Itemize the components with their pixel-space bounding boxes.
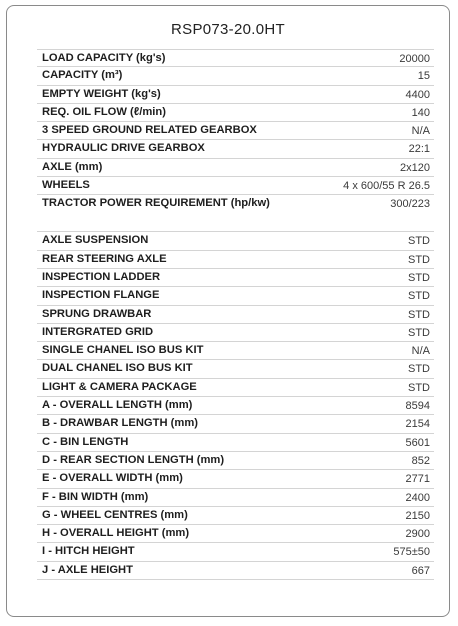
spec-label: D - REAR SECTION LENGTH (mm): [42, 453, 225, 466]
spec-row-dual-iso-bus: [37, 360, 434, 378]
spec-row-overall-length: [37, 397, 434, 415]
spec-value: 2900: [405, 528, 430, 541]
spec-card: [6, 5, 450, 617]
spec-value: 140: [411, 106, 430, 119]
spec-value: 2154: [405, 418, 430, 431]
spec-value: 575±50: [393, 546, 430, 559]
spec-row-inspection-ladder: [37, 269, 434, 287]
spec-value: 300/223: [390, 198, 430, 211]
spec-label: E - OVERALL WIDTH (mm): [42, 472, 183, 485]
spec-value: STD: [408, 253, 430, 266]
spec-value: STD: [408, 290, 430, 303]
spec-label: SINGLE CHANEL ISO BUS KIT: [42, 344, 204, 357]
product-title: RSP073-20.0HT: [171, 21, 285, 38]
spec-value: N/A: [411, 125, 430, 138]
spec-row-hitch-height: [37, 543, 434, 561]
spec-row-overall-width: [37, 470, 434, 488]
spec-row-axle-suspension: [37, 232, 434, 250]
spec-value: 2150: [405, 509, 430, 522]
spec-row-rear-section-length: [37, 452, 434, 470]
spec-row-bin-width: [37, 489, 434, 507]
spec-row-grid: [37, 324, 434, 342]
spec-value: 667: [411, 564, 430, 577]
spec-value: 2400: [405, 491, 430, 504]
spec-label: EMPTY WEIGHT (kg's): [42, 87, 161, 100]
spec-value: 15: [417, 70, 430, 83]
spec-value: STD: [408, 363, 430, 376]
spec-label: REQ. OIL FLOW (ℓ/min): [42, 105, 166, 118]
spec-label: H - OVERALL HEIGHT (mm): [42, 527, 190, 540]
spec-row-axle-height: [37, 562, 434, 580]
spec-label: SPRUNG DRAWBAR: [42, 307, 152, 320]
spec-row-axle: [37, 159, 434, 177]
spec-label: C - BIN LENGTH: [42, 435, 129, 448]
spec-label: TRACTOR POWER REQUIREMENT (hp/kw): [42, 197, 270, 210]
spec-label: G - WHEEL CENTRES (mm): [42, 508, 188, 521]
spec-label: I - HITCH HEIGHT: [42, 545, 135, 558]
spec-label: CAPACITY (m³): [42, 69, 123, 82]
spec-label: J - AXLE HEIGHT: [42, 563, 133, 576]
spec-value: 2771: [405, 473, 430, 486]
spec-value: 2x120: [400, 161, 430, 174]
spec-row-tractor-power: [37, 195, 434, 232]
spec-row-inspection-flange: [37, 287, 434, 305]
spec-label: WHEELS: [42, 179, 90, 192]
spec-label: INSPECTION FLANGE: [42, 289, 160, 302]
spec-row-empty-weight: [37, 86, 434, 104]
spec-value: STD: [408, 271, 430, 284]
spec-label: F - BIN WIDTH (mm): [42, 490, 149, 503]
spec-value: N/A: [411, 345, 430, 358]
spec-row-wheel-centres: [37, 507, 434, 525]
spec-label: INTERGRATED GRID: [42, 325, 154, 338]
spec-row-overall-height: [37, 525, 434, 543]
spec-value: STD: [408, 308, 430, 321]
spec-value: 4 x 600/55 R 26.5: [343, 180, 430, 193]
spec-value: 5601: [405, 436, 430, 449]
spec-label: DUAL CHANEL ISO BUS KIT: [42, 362, 193, 375]
spec-row-sprung-drawbar: [37, 306, 434, 324]
spec-value: STD: [408, 326, 430, 339]
spec-value: 852: [411, 454, 430, 467]
spec-row-drawbar-length: [37, 415, 434, 433]
spec-row-ground-gearbox: [37, 122, 434, 140]
spec-row-load-capacity: [37, 49, 434, 67]
spec-value: 8594: [405, 400, 430, 413]
spec-value: 4400: [405, 88, 430, 101]
spec-row-single-iso-bus: [37, 342, 434, 360]
spec-label: B - DRAWBAR LENGTH (mm): [42, 417, 198, 430]
spec-row-hydraulic-gearbox: [37, 140, 434, 158]
spec-value: STD: [408, 381, 430, 394]
spec-label: LIGHT & CAMERA PACKAGE: [42, 380, 197, 393]
spec-label: A - OVERALL LENGTH (mm): [42, 399, 193, 412]
spec-row-oil-flow: [37, 104, 434, 122]
spec-row-capacity: [37, 67, 434, 85]
spec-row-wheels: [37, 177, 434, 195]
spec-table: [37, 49, 434, 580]
spec-value: STD: [408, 235, 430, 248]
spec-row-rear-steering: [37, 251, 434, 269]
spec-label: AXLE (mm): [42, 160, 103, 173]
spec-label: HYDRAULIC DRIVE GEARBOX: [42, 142, 205, 155]
spec-row-bin-length: [37, 434, 434, 452]
spec-label: REAR STEERING AXLE: [42, 252, 167, 265]
spec-label: LOAD CAPACITY (kg's): [42, 52, 166, 64]
spec-row-light-camera: [37, 379, 434, 397]
spec-value: 22:1: [408, 143, 430, 156]
spec-label: INSPECTION LADDER: [42, 270, 161, 283]
spec-value: 20000: [399, 53, 430, 65]
spec-label: 3 SPEED GROUND RELATED GEARBOX: [42, 124, 257, 137]
spec-label: AXLE SUSPENSION: [42, 234, 149, 247]
